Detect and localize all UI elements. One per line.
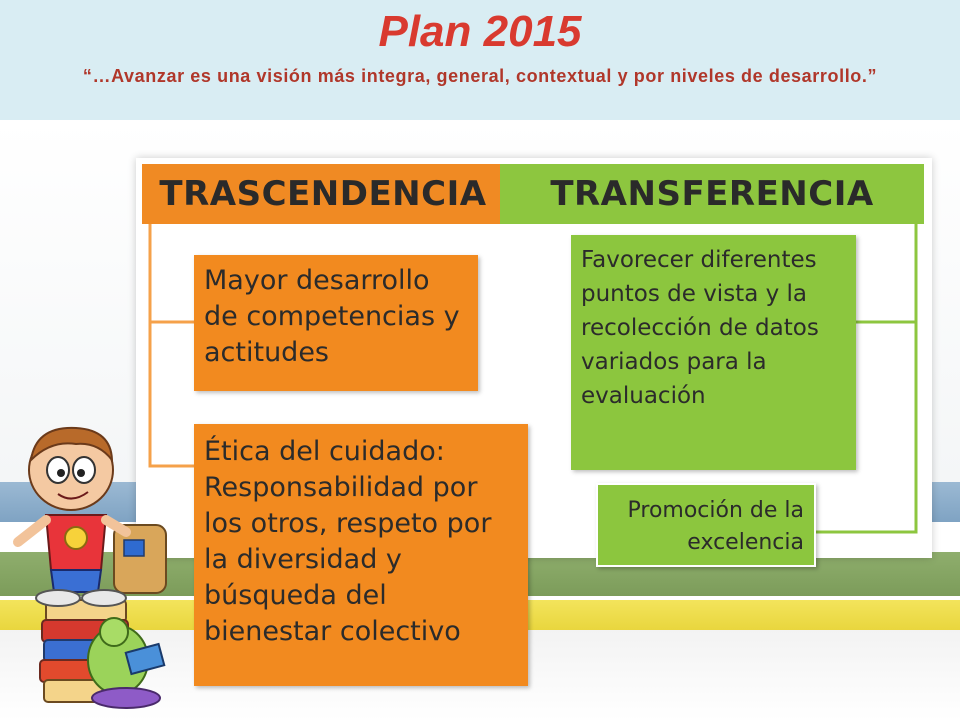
header-transferencia: TRANSFERENCIA — [500, 164, 924, 224]
box-favorecer-puntos-de-vista: Favorecer diferentes puntos de vista y la recolección de datos variados para la evaluación — [571, 235, 856, 470]
header-trascendencia: TRASCENDENCIA — [142, 164, 504, 224]
student-boy-illustration — [18, 428, 126, 606]
slide-title: Plan 2015 — [378, 7, 582, 56]
box-mayor-desarrollo: Mayor desarrollo de competencias y actitudes — [194, 255, 478, 391]
box-promocion-excelencia: Promoción de la excelencia — [596, 483, 816, 567]
bookworm-illustration — [88, 618, 164, 708]
slide-subtitle: “…Avanzar es una visión más integra, general, contextual y por niveles de desarrollo.” — [82, 66, 878, 86]
student-clipart — [6, 420, 196, 710]
box-etica-del-cuidado: Ética del cuidado: Responsabilidad por los otros, respeto por la diversidad y búsqueda del bienestar colectivo — [194, 424, 528, 686]
